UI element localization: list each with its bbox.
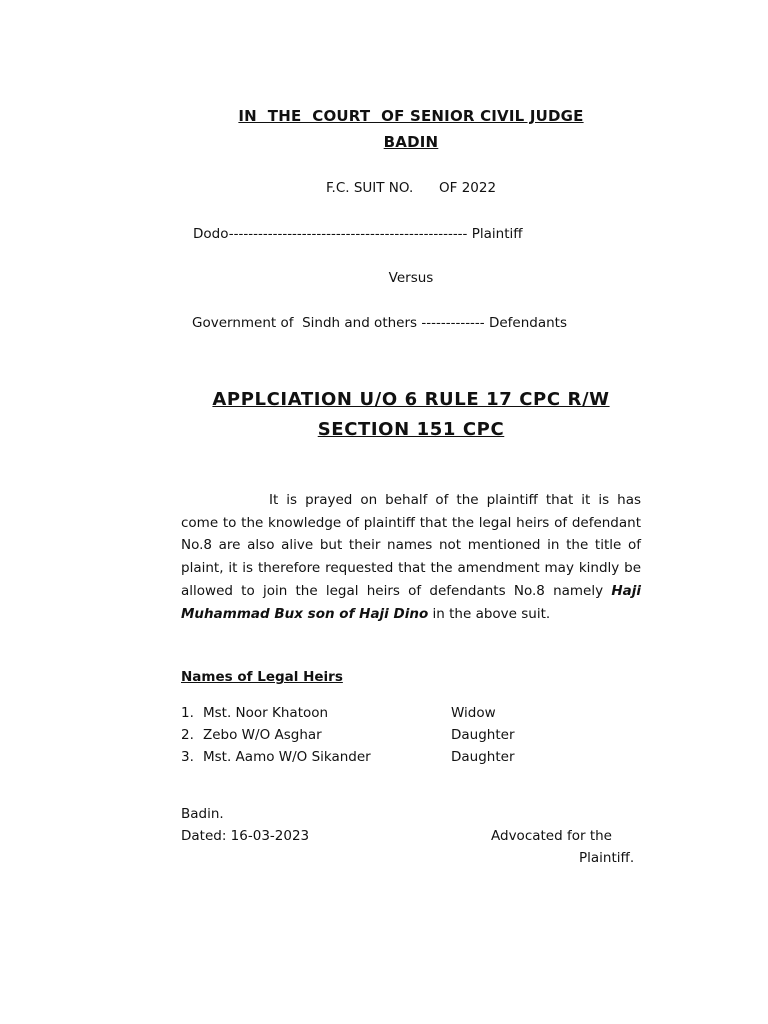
place: Badin.: [181, 806, 224, 822]
heir-number: 3.: [181, 749, 194, 765]
advocate-signature-line1: Advocated for the: [491, 828, 612, 844]
heir-name: Zebo W/O Asghar: [203, 727, 322, 743]
heir-relation: Daughter: [451, 727, 515, 743]
prayer-paragraph: [181, 489, 641, 625]
heir-number: 1.: [181, 705, 194, 721]
versus-label: Versus: [388, 270, 434, 286]
list-item: [181, 727, 641, 747]
heir-relation: Widow: [451, 705, 496, 721]
heir-name: Mst. Noor Khatoon: [203, 705, 329, 721]
application-title-line1: APPLCIATION U/O 6 RULE 17 CPC R/W: [212, 389, 610, 410]
legal-heirs-heading: Names of Legal Heirs: [181, 669, 343, 685]
court-title: IN THE COURT OF SENIOR CIVIL JUDGE: [238, 107, 584, 125]
defendants-line: Government of Sindh and others ------------- Defendants: [192, 315, 568, 331]
list-item: [181, 749, 641, 769]
defendant-name-emphasis: Haji Muhammad Bux son of Haji Dino: [181, 582, 641, 622]
application-title-line2: SECTION 151 CPC: [317, 419, 505, 440]
heir-relation: Daughter: [451, 749, 515, 765]
prayer-text-start: It is prayed on behalf of the plaintiff that it is has come to the knowledge of plaintiff that the legal heirs of defendant No.8 are also alive but their names not mentioned in the title of plaint, it is therefore requested that the amendment may kindly be allowed to join the legal heirs of defendants No.8 namely: [181, 492, 641, 599]
date-line: Dated: 16-03-2023: [181, 828, 310, 844]
heir-number: 2.: [181, 727, 194, 743]
heir-name: Mst. Aamo W/O Sikander: [203, 749, 371, 765]
advocate-signature-line2: Plaintiff.: [579, 850, 635, 866]
suit-number: F.C. SUIT NO. OF 2022: [325, 180, 497, 196]
plaintiff-line: Dodo------------------------------------------------- Plaintiff: [193, 226, 523, 242]
list-item: [181, 705, 641, 725]
court-location: BADIN: [383, 133, 439, 151]
prayer-text-end: in the above suit.: [428, 605, 551, 622]
